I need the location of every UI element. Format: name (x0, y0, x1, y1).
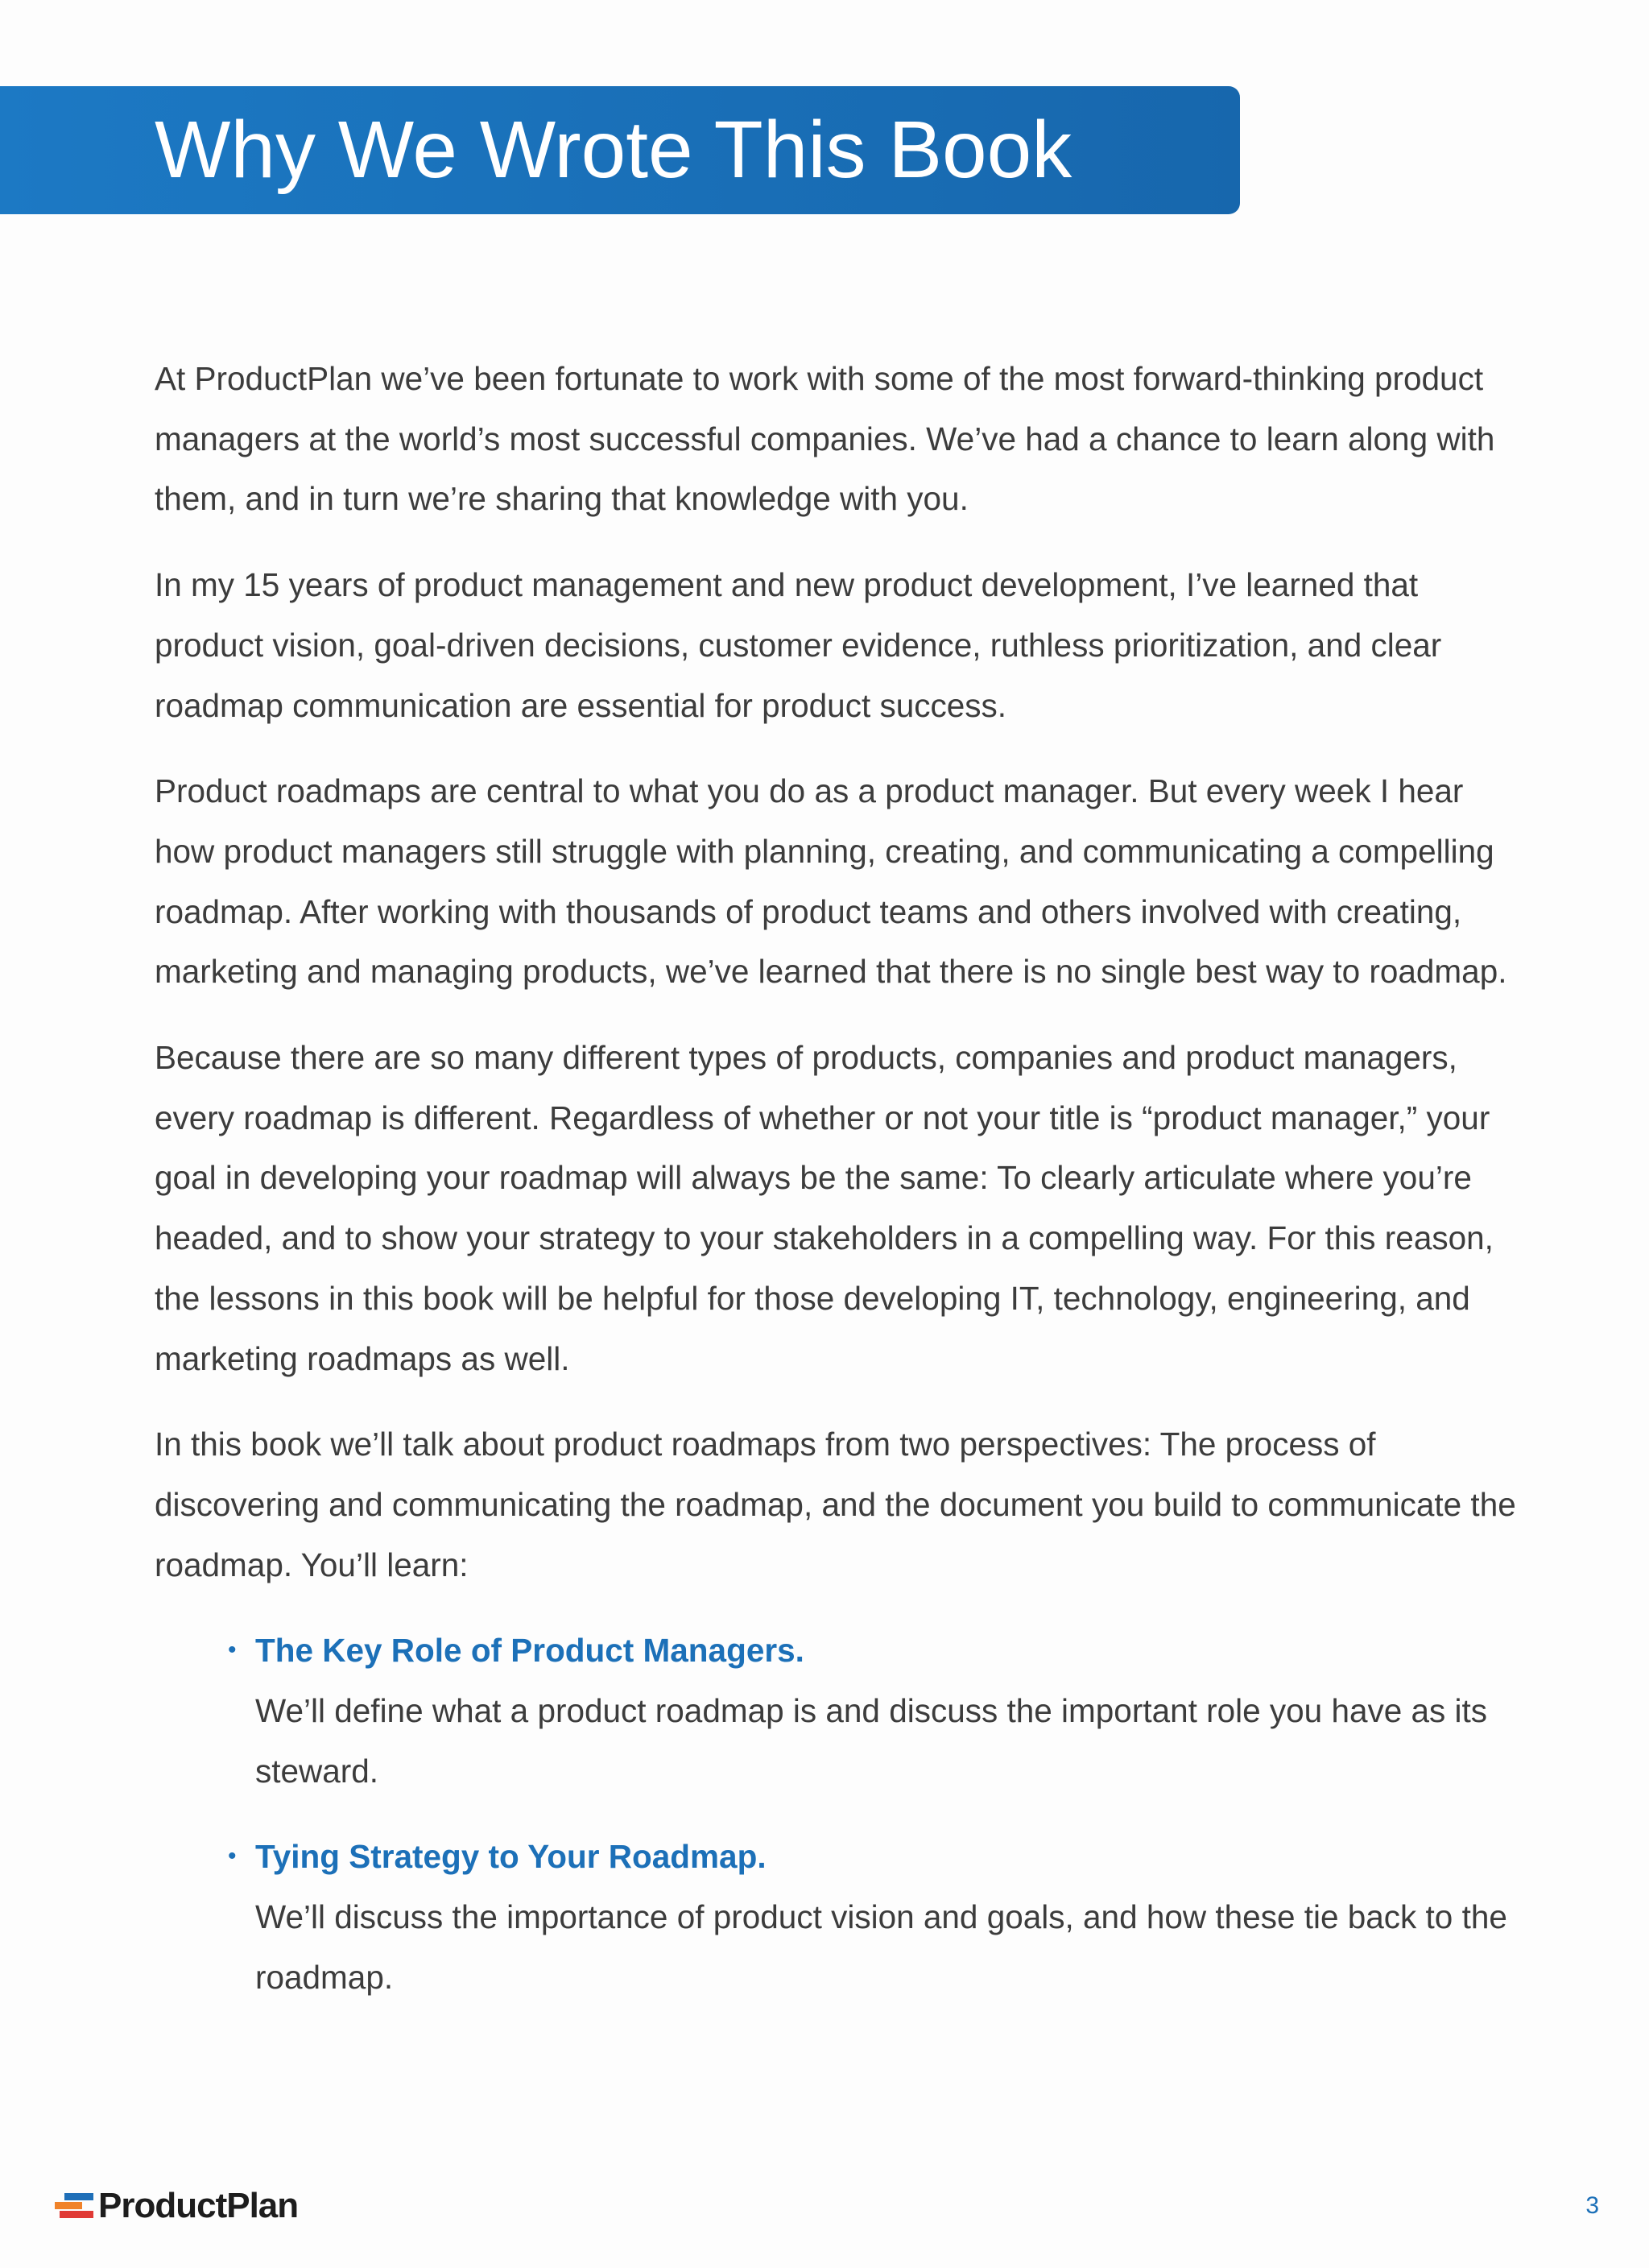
main-content (155, 349, 1523, 2034)
bullet-heading: Tying Strategy to Your Roadmap. (255, 1838, 767, 1876)
title-banner (0, 86, 1240, 214)
bullet-body: We’ll define what a product roadmap is and discuss the important role you have as its steward. (255, 1692, 1488, 1790)
page-number: 3 (1585, 2192, 1599, 2219)
paragraph-roadmaps-central: Product roadmaps are central to what you do as a product manager. But every week I hear how product managers still struggle with planning, creating, and communicating a compelling roadmap. After working with thousands of product teams and others involved with creating, marketing and managing products, we’ve learned that there is no single best way to roadmap. (155, 772, 1507, 991)
paragraph-experience: In my 15 years of product management and new product development, I’ve learned that product vision, goal-driven decisions, customer evidence, ruthless prioritization, and clear roadmap communication are essential for product success. (155, 566, 1442, 724)
learning-list (155, 1620, 1523, 2007)
brand-name: ProductPlan (98, 2186, 299, 2225)
list-item (155, 1620, 1523, 1801)
list-item (155, 1827, 1523, 2007)
paragraph-book-perspectives: In this book we’ll talk about product roadmaps from two perspectives: The process of discovering and communicating the roadmap, and the document you build to communicate the roadmap. You’ll learn: (155, 1426, 1516, 1583)
page-title: Why We Wrote This Book (155, 105, 1072, 195)
paragraph-roadmap-differences: Because there are so many different types of products, companies and product managers, every roadmap is different. Regardless of whether or not your title is “product manager,” your goal in developing your roadmap will always be the same: To clearly articulate where you’re headed, and to show your strategy to your stakeholders in a compelling way. For this reason, the lessons in this book will be helpful for those developing IT, technology, engineering, and marketing roadmaps as well. (155, 1039, 1494, 1377)
bullet-body: We’ll discuss the importance of product vision and goals, and how these tie back to the roadmap. (255, 1898, 1507, 1996)
productplan-logo (53, 2187, 298, 2225)
productplan-logo-icon (53, 2190, 95, 2222)
bullet-heading: The Key Role of Product Managers. (255, 1632, 804, 1670)
bullet-dot-icon: • (228, 1637, 237, 1664)
bullet-dot-icon: • (228, 1843, 237, 1870)
paragraph-intro: At ProductPlan we’ve been fortunate to work with some of the most forward-thinking product managers at the world’s most successful companies. We’ve had a chance to learn along with them, and in turn we’re sharing that knowledge with you. (155, 360, 1495, 518)
